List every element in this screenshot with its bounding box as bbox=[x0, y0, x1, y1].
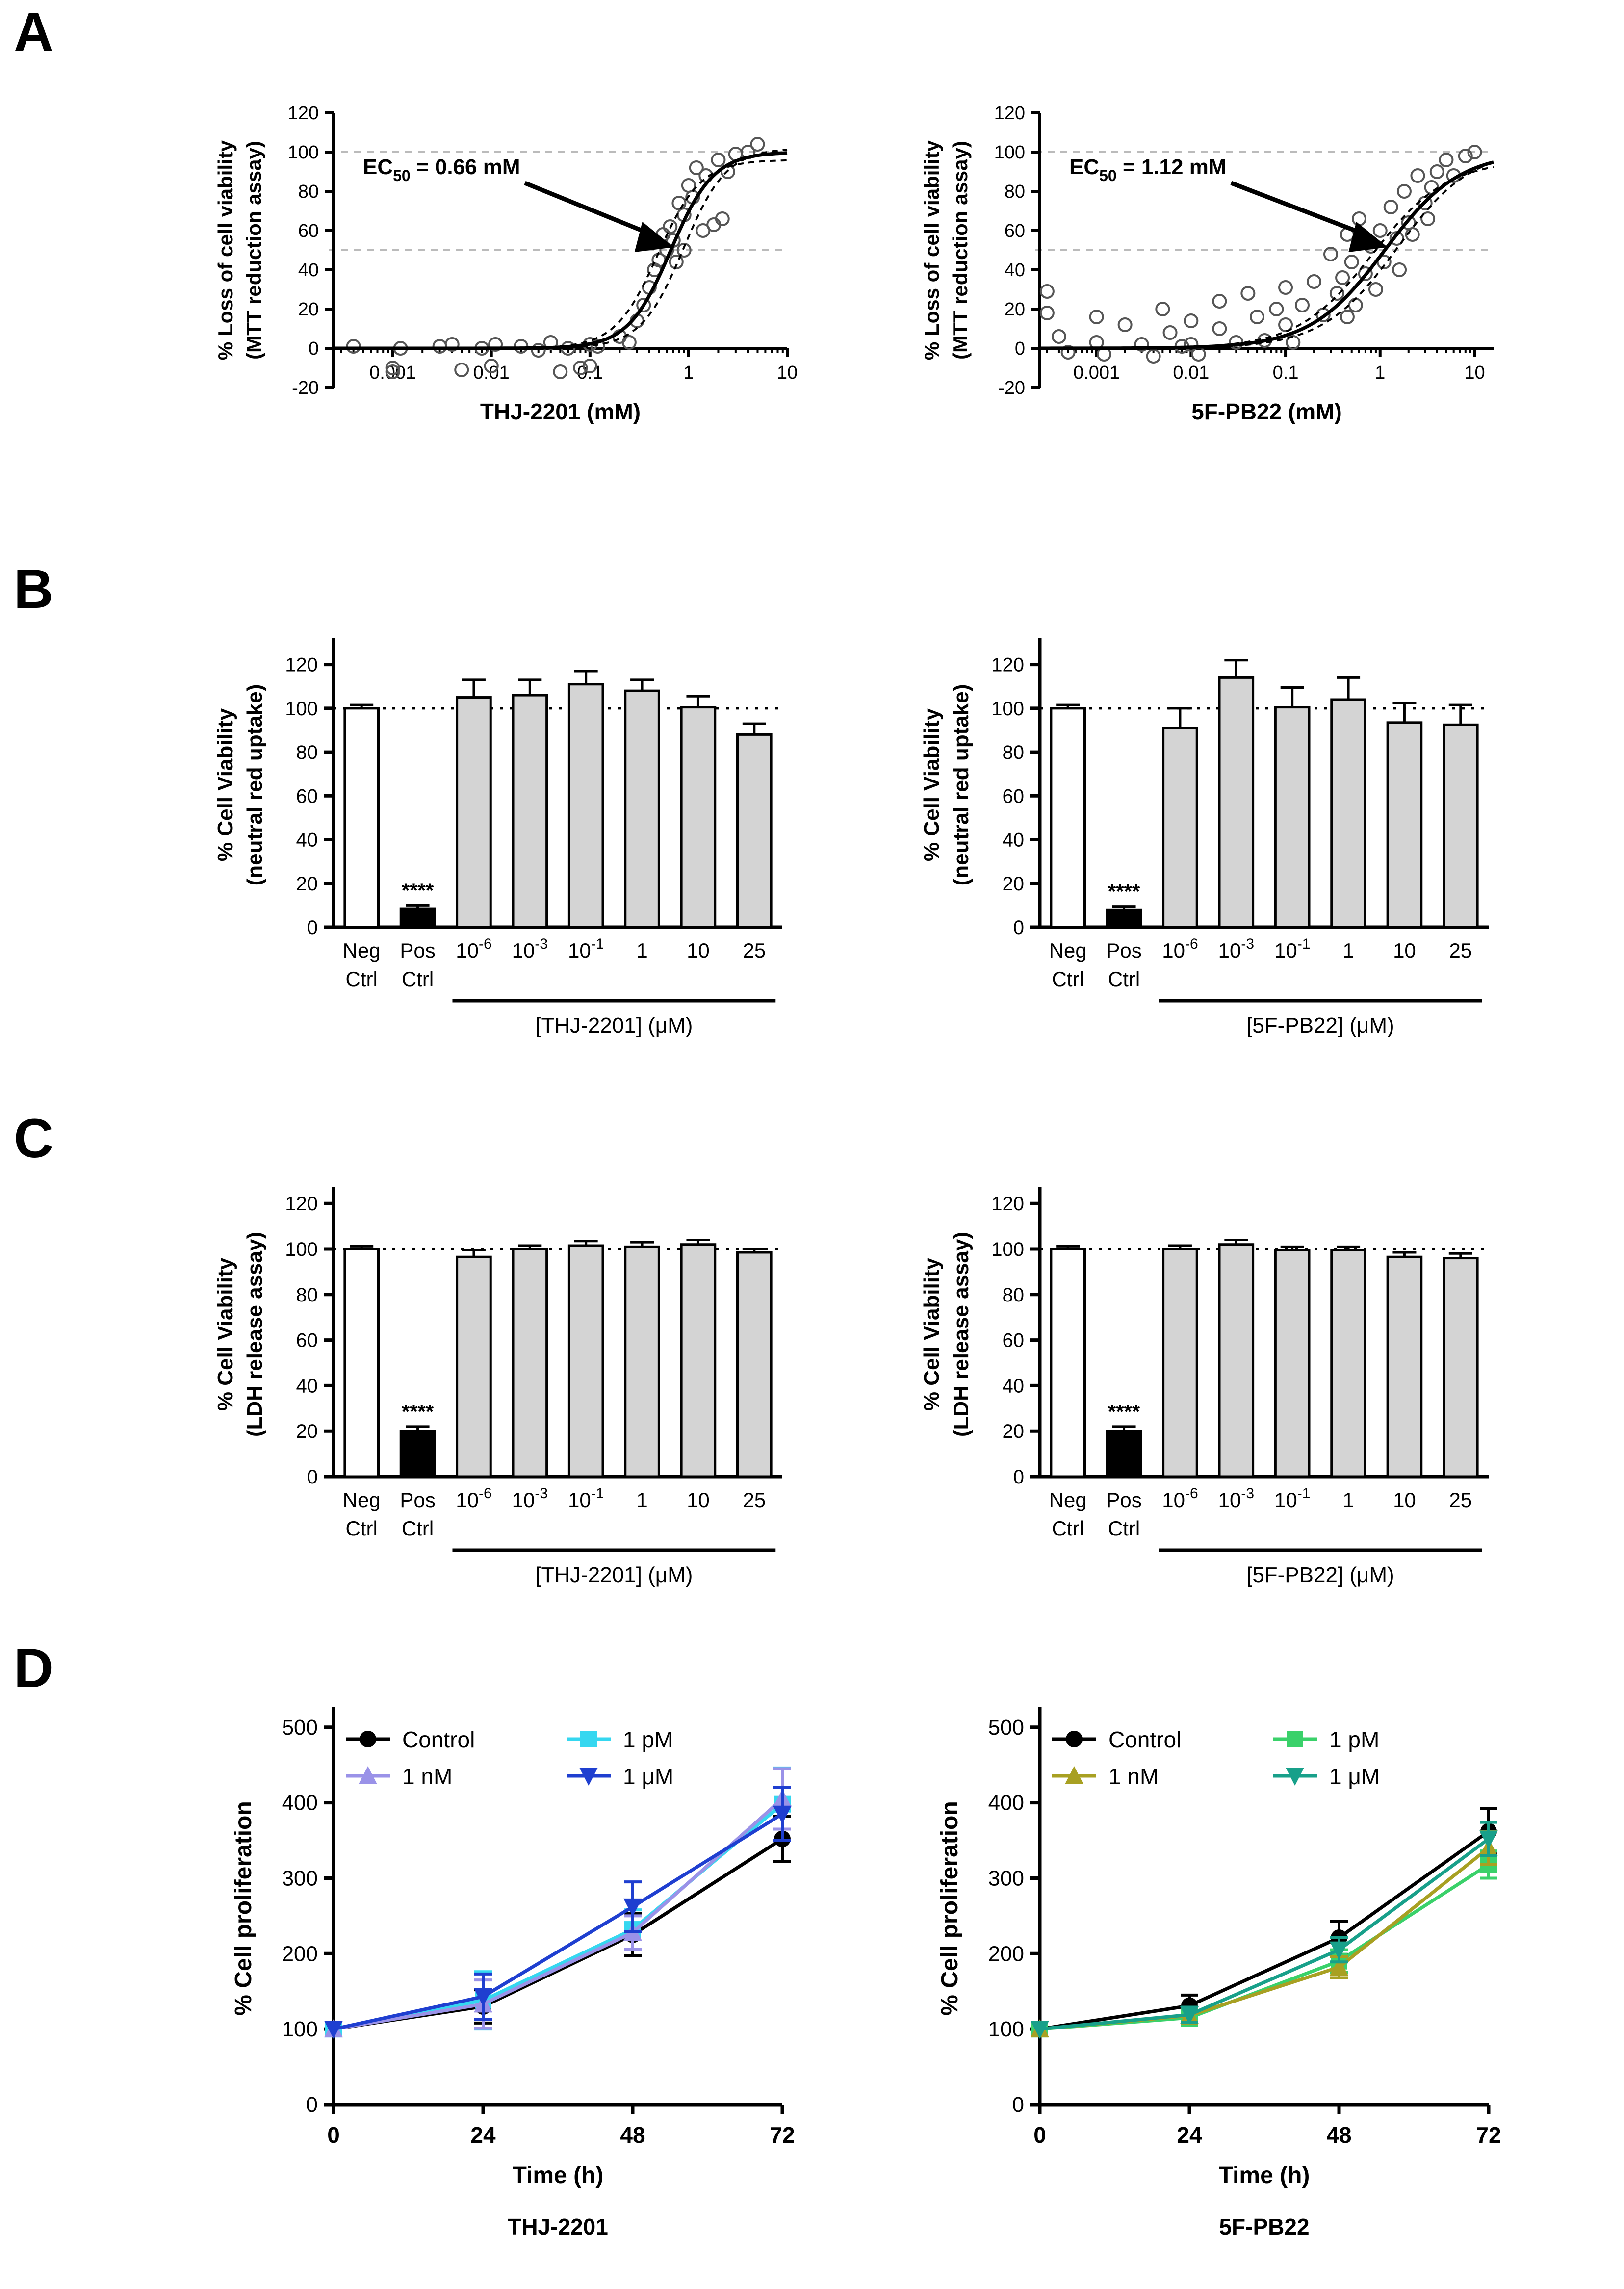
svg-text:40: 40 bbox=[1002, 829, 1024, 851]
x-axis-label: [5F-PB22] (μM) bbox=[1246, 1563, 1394, 1587]
svg-text:200: 200 bbox=[988, 1942, 1024, 1966]
series-control bbox=[1031, 1809, 1497, 2037]
svg-text:60: 60 bbox=[1002, 1329, 1024, 1352]
svg-text:100: 100 bbox=[994, 142, 1025, 163]
x-tick-label: Neg bbox=[342, 939, 381, 962]
series-1-pm bbox=[325, 1768, 791, 2037]
series-1-nm bbox=[1031, 1831, 1498, 2037]
svg-text:1: 1 bbox=[683, 363, 694, 383]
svg-text:100: 100 bbox=[287, 142, 319, 163]
svg-text:120: 120 bbox=[991, 1193, 1024, 1215]
bar bbox=[1444, 725, 1478, 927]
x-tick-label: Neg bbox=[1049, 1488, 1087, 1511]
bar bbox=[1388, 1257, 1421, 1477]
bar-chart bbox=[186, 613, 804, 1069]
bar bbox=[569, 1246, 603, 1477]
svg-text:(LDH release assay): (LDH release assay) bbox=[949, 1231, 973, 1437]
y-axis-label bbox=[920, 140, 972, 360]
legend-item bbox=[1273, 1764, 1380, 1789]
svg-text:20: 20 bbox=[1002, 1421, 1024, 1443]
bar bbox=[569, 684, 603, 927]
svg-text:0.01: 0.01 bbox=[473, 363, 510, 383]
svg-text:80: 80 bbox=[296, 742, 318, 764]
bar bbox=[513, 695, 547, 927]
x-tick-label: Neg bbox=[1049, 939, 1087, 962]
svg-text:-20: -20 bbox=[998, 378, 1025, 398]
x-tick-label: $10^{-6}$ bbox=[1162, 936, 1198, 962]
dose-response-plot bbox=[893, 93, 1511, 486]
svg-text:-20: -20 bbox=[292, 378, 319, 398]
svg-text:20: 20 bbox=[296, 873, 318, 895]
x-tick-label: Pos bbox=[1106, 939, 1142, 962]
bar bbox=[1051, 1249, 1085, 1477]
x-tick-label: 10 bbox=[687, 1488, 710, 1511]
x-tick-label: $10^{-1}$ bbox=[567, 1485, 604, 1511]
x-tick-label: 25 bbox=[743, 1488, 766, 1511]
y-axis-label bbox=[920, 684, 973, 886]
bar bbox=[681, 1245, 715, 1477]
x-tick-label: $10^{-6}$ bbox=[456, 936, 492, 962]
svg-text:100: 100 bbox=[285, 698, 318, 720]
x-tick-label: 1 bbox=[636, 1488, 648, 1511]
x-tick-label: $10^{-6}$ bbox=[456, 1485, 492, 1511]
svg-text:(neutral red uptake): (neutral red uptake) bbox=[243, 684, 267, 886]
chart-c-left bbox=[186, 1163, 804, 1619]
significance-label: **** bbox=[401, 879, 434, 902]
bar bbox=[1051, 708, 1085, 927]
x-tick-label: 24 bbox=[1177, 2122, 1202, 2148]
bars bbox=[345, 1240, 771, 1477]
bars bbox=[1051, 1240, 1477, 1477]
svg-text:(MTT reduction assay): (MTT reduction assay) bbox=[242, 141, 265, 360]
x-tick-label: 10 bbox=[1393, 1488, 1416, 1511]
chart-d-left bbox=[186, 1683, 804, 2247]
x-tick-label: $10^{-3}$ bbox=[1218, 1485, 1255, 1511]
svg-text:60: 60 bbox=[1002, 785, 1024, 807]
svg-text:% Cell Viability: % Cell Viability bbox=[213, 1257, 237, 1411]
svg-text:0: 0 bbox=[306, 2093, 318, 2117]
svg-text:(LDH release assay): (LDH release assay) bbox=[243, 1231, 267, 1437]
svg-text:80: 80 bbox=[1002, 1284, 1024, 1306]
panel-letter-c: C bbox=[14, 1108, 53, 1169]
svg-text:0.1: 0.1 bbox=[577, 363, 603, 383]
svg-text:100: 100 bbox=[988, 2017, 1024, 2042]
svg-text:0: 0 bbox=[308, 338, 319, 359]
svg-text:% Loss of cell viability: % Loss of cell viability bbox=[214, 140, 237, 361]
bar bbox=[1163, 1249, 1197, 1477]
series-1-μm bbox=[324, 1788, 792, 2039]
bar bbox=[1275, 1250, 1309, 1477]
bar bbox=[625, 691, 659, 927]
x-tick-label: 0 bbox=[1033, 2122, 1046, 2148]
svg-text:20: 20 bbox=[1004, 299, 1025, 320]
x-tick-label: 10 bbox=[1393, 939, 1416, 962]
x-tick-label: 0 bbox=[327, 2122, 340, 2148]
svg-text:300: 300 bbox=[282, 1866, 318, 1891]
x-tick-label: 10 bbox=[687, 939, 710, 962]
bar bbox=[1332, 700, 1366, 927]
significance-label: **** bbox=[401, 1400, 434, 1423]
svg-text:120: 120 bbox=[285, 1193, 318, 1215]
legend-label: 1 nM bbox=[402, 1764, 453, 1789]
y-axis-label bbox=[213, 684, 267, 886]
svg-text:120: 120 bbox=[285, 654, 318, 676]
x-tick-label: 48 bbox=[620, 2122, 645, 2148]
svg-text:40: 40 bbox=[298, 260, 319, 281]
x-tick-label: $10^{-3}$ bbox=[512, 1485, 548, 1511]
x-tick-label: $10^{-1}$ bbox=[567, 936, 604, 962]
legend-item bbox=[1273, 1727, 1379, 1752]
bar bbox=[345, 708, 379, 927]
y-axis-label bbox=[214, 140, 265, 360]
line-chart bbox=[186, 1683, 804, 2247]
svg-text:0.01: 0.01 bbox=[1173, 363, 1210, 383]
ec50-annotation: $EC_{50} = 1.12$ mM bbox=[1069, 155, 1227, 184]
svg-text:20: 20 bbox=[296, 1421, 318, 1443]
bar bbox=[1107, 910, 1141, 927]
legend-label: Control bbox=[402, 1727, 475, 1752]
svg-text:1: 1 bbox=[1375, 363, 1386, 383]
chart-caption: THJ-2201 bbox=[508, 2214, 608, 2239]
x-axis-label: [THJ-2201] (μM) bbox=[535, 1014, 693, 1038]
bar-chart bbox=[893, 1163, 1511, 1619]
svg-text:120: 120 bbox=[991, 654, 1024, 676]
legend-label: 1 pM bbox=[1329, 1727, 1380, 1752]
svg-text:% Cell Viability: % Cell Viability bbox=[920, 708, 944, 862]
svg-text:20: 20 bbox=[298, 299, 319, 320]
bar bbox=[401, 1431, 435, 1477]
svg-text:Ctrl: Ctrl bbox=[401, 1517, 434, 1540]
bar bbox=[625, 1247, 659, 1477]
x-tick-label: $10^{-1}$ bbox=[1274, 936, 1311, 962]
svg-text:200: 200 bbox=[282, 1942, 318, 1966]
significance-label: **** bbox=[1108, 880, 1140, 903]
bar bbox=[1107, 1431, 1141, 1477]
legend-item bbox=[567, 1727, 673, 1752]
bar bbox=[738, 1252, 772, 1477]
x-tick-label: 25 bbox=[1449, 1488, 1472, 1511]
svg-text:100: 100 bbox=[282, 2017, 318, 2042]
svg-text:0: 0 bbox=[307, 1466, 318, 1488]
legend-label: 1 μM bbox=[623, 1764, 674, 1789]
panel-letter-b: B bbox=[14, 558, 53, 620]
legend-label: 1 pM bbox=[623, 1727, 673, 1752]
svg-text:500: 500 bbox=[988, 1715, 1024, 1740]
x-tick-label: Pos bbox=[1106, 1488, 1142, 1511]
x-tick-label: 25 bbox=[1449, 939, 1472, 962]
y-axis-label bbox=[937, 1801, 963, 2015]
svg-text:80: 80 bbox=[296, 1284, 318, 1306]
svg-text:100: 100 bbox=[991, 698, 1024, 720]
dose-response-plot bbox=[186, 93, 804, 486]
svg-text:% Cell proliferation: % Cell proliferation bbox=[937, 1801, 963, 2016]
svg-text:0: 0 bbox=[1013, 1466, 1024, 1488]
x-tick-label: Pos bbox=[400, 939, 436, 962]
chart-d-right bbox=[893, 1683, 1511, 2247]
svg-text:80: 80 bbox=[1002, 742, 1024, 764]
x-tick-label: $10^{-3}$ bbox=[512, 936, 548, 962]
svg-text:80: 80 bbox=[1004, 182, 1025, 202]
svg-text:% Loss of cell viability: % Loss of cell viability bbox=[920, 140, 943, 361]
significance-label: **** bbox=[1108, 1400, 1140, 1423]
x-axis-label: Time (h) bbox=[1218, 2162, 1310, 2188]
svg-text:400: 400 bbox=[282, 1791, 318, 1815]
svg-text:100: 100 bbox=[991, 1239, 1024, 1260]
legend-item bbox=[346, 1764, 452, 1789]
series-1-pm bbox=[1031, 1851, 1497, 2037]
chart-caption: 5F-PB22 bbox=[1219, 2214, 1310, 2239]
svg-text:60: 60 bbox=[296, 785, 318, 807]
bar bbox=[401, 909, 435, 927]
svg-text:40: 40 bbox=[296, 829, 318, 851]
svg-text:40: 40 bbox=[1004, 260, 1025, 281]
legend-label: 1 nM bbox=[1108, 1764, 1159, 1789]
x-tick-label: $10^{-6}$ bbox=[1162, 1485, 1198, 1511]
x-tick-label: 1 bbox=[1342, 1488, 1354, 1511]
svg-text:120: 120 bbox=[994, 103, 1025, 124]
bar bbox=[457, 1257, 491, 1477]
bar bbox=[1219, 1245, 1253, 1477]
legend-item bbox=[1052, 1764, 1159, 1789]
svg-text:0: 0 bbox=[1012, 2093, 1024, 2117]
svg-text:0.001: 0.001 bbox=[1073, 363, 1120, 383]
bar bbox=[457, 698, 491, 927]
x-tick-label: 72 bbox=[770, 2122, 795, 2148]
x-axis-label: [THJ-2201] (μM) bbox=[535, 1563, 693, 1587]
bar bbox=[1332, 1250, 1366, 1477]
panel-letter-a: A bbox=[14, 1, 53, 63]
svg-text:0.1: 0.1 bbox=[1272, 363, 1299, 383]
svg-text:% Cell Viability: % Cell Viability bbox=[920, 1257, 944, 1411]
svg-text:(MTT reduction assay): (MTT reduction assay) bbox=[949, 141, 972, 360]
svg-text:20: 20 bbox=[1002, 873, 1024, 895]
svg-text:Ctrl: Ctrl bbox=[1108, 1517, 1140, 1540]
svg-text:Ctrl: Ctrl bbox=[1052, 967, 1084, 990]
bar bbox=[1163, 728, 1197, 927]
panel-letter-d: D bbox=[14, 1638, 53, 1699]
svg-text:Ctrl: Ctrl bbox=[1108, 967, 1140, 990]
x-tick-label: Pos bbox=[400, 1488, 436, 1511]
y-axis-label bbox=[213, 1232, 267, 1437]
svg-text:40: 40 bbox=[296, 1375, 318, 1397]
bar bbox=[513, 1249, 547, 1477]
svg-text:120: 120 bbox=[287, 103, 319, 124]
bar-chart bbox=[186, 1163, 804, 1619]
x-tick-label: 25 bbox=[743, 939, 766, 962]
svg-text:500: 500 bbox=[282, 1715, 318, 1740]
x-axis-label: 5F-PB22 (mM) bbox=[1191, 399, 1342, 424]
svg-text:0: 0 bbox=[1014, 338, 1025, 359]
ec50-annotation: $EC_{50} = 0.66$ mM bbox=[363, 155, 520, 184]
bar bbox=[1219, 677, 1253, 927]
legend-label: 1 μM bbox=[1329, 1764, 1380, 1789]
svg-text:% Cell proliferation: % Cell proliferation bbox=[231, 1801, 257, 2016]
bar-chart bbox=[893, 613, 1511, 1069]
bar bbox=[1444, 1258, 1478, 1477]
series-control bbox=[325, 1816, 791, 2037]
bar bbox=[1388, 723, 1421, 927]
svg-text:Ctrl: Ctrl bbox=[345, 967, 378, 990]
y-axis-label bbox=[231, 1801, 257, 2015]
x-tick-label: 1 bbox=[636, 939, 648, 962]
svg-text:400: 400 bbox=[988, 1791, 1024, 1815]
line-chart bbox=[893, 1683, 1511, 2247]
svg-text:Ctrl: Ctrl bbox=[1052, 1517, 1084, 1540]
x-axis-label: THJ-2201 (mM) bbox=[480, 399, 641, 424]
svg-text:Ctrl: Ctrl bbox=[401, 967, 434, 990]
bar bbox=[738, 734, 772, 927]
chart-b-left bbox=[186, 613, 804, 1069]
svg-text:100: 100 bbox=[285, 1239, 318, 1260]
bar bbox=[345, 1249, 379, 1477]
x-tick-label: 1 bbox=[1342, 939, 1354, 962]
svg-text:0: 0 bbox=[1013, 917, 1024, 938]
svg-text:300: 300 bbox=[988, 1866, 1024, 1891]
x-tick-label: 48 bbox=[1326, 2122, 1352, 2148]
chart-a-right bbox=[893, 93, 1511, 486]
svg-text:0.001: 0.001 bbox=[369, 363, 416, 383]
chart-a-left bbox=[186, 93, 804, 486]
legend-label: Control bbox=[1108, 1727, 1182, 1752]
y-axis-label bbox=[920, 1232, 973, 1437]
series-1-μm bbox=[1031, 1822, 1498, 2039]
series-1-nm bbox=[324, 1769, 792, 2037]
chart-b-right bbox=[893, 613, 1511, 1069]
bar bbox=[1275, 707, 1309, 927]
x-axis-label: [5F-PB22] (μM) bbox=[1246, 1014, 1394, 1038]
legend-item bbox=[567, 1764, 673, 1789]
svg-text:80: 80 bbox=[298, 182, 319, 202]
x-tick-label: 24 bbox=[470, 2122, 496, 2148]
chart-c-right bbox=[893, 1163, 1511, 1619]
x-tick-label: $10^{-3}$ bbox=[1218, 936, 1255, 962]
legend-item bbox=[1052, 1727, 1181, 1752]
svg-text:0: 0 bbox=[307, 917, 318, 938]
legend-item bbox=[346, 1727, 475, 1752]
svg-text:60: 60 bbox=[298, 221, 319, 241]
svg-text:% Cell Viability: % Cell Viability bbox=[213, 708, 237, 862]
svg-text:60: 60 bbox=[1004, 221, 1025, 241]
svg-text:10: 10 bbox=[776, 363, 798, 383]
x-tick-label: 72 bbox=[1476, 2122, 1501, 2148]
svg-text:Ctrl: Ctrl bbox=[345, 1517, 378, 1540]
svg-text:60: 60 bbox=[296, 1329, 318, 1352]
x-tick-label: Neg bbox=[342, 1488, 381, 1511]
x-tick-label: $10^{-1}$ bbox=[1274, 1485, 1311, 1511]
x-axis-label: Time (h) bbox=[512, 2162, 604, 2188]
bar bbox=[681, 707, 715, 927]
svg-text:(neutral red uptake): (neutral red uptake) bbox=[949, 684, 973, 886]
svg-text:10: 10 bbox=[1464, 363, 1485, 383]
svg-text:40: 40 bbox=[1002, 1375, 1024, 1397]
